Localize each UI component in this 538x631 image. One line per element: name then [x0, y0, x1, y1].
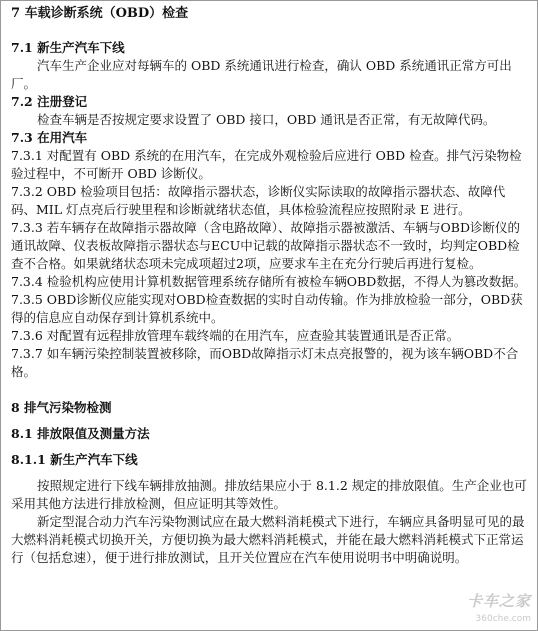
section-7-title: 7 车载诊断系统（OBD）检查 [11, 6, 189, 21]
spacer [11, 469, 527, 477]
section-8-1-1-title: 8.1.1 新生产汽车下线 [11, 452, 138, 467]
clause-7-3-2: 7.3.2 OBD 检验项目包括：故障指示器状态，诊断仪实际读取的故障指示器状态、故障代码、MIL 灯点亮后行驶里程和诊断就绪状态值，具体检验流程应按照附录 E 进行。 [11, 184, 506, 217]
section-8-1-1-para-2: 新定型混合动力汽车污染物测试应在最大燃料消耗模式下进行，车辆应具备明显可见的最大燃料消耗模式切换开关，方便切换为最大燃料消耗模式，并能在最大燃料消耗模式下正常运行（包括怠速），便于进行排放测试，且开关位置应在汽车使用说明书中明确说明。 [11, 514, 525, 565]
section-8-title: 8 排气污染物检测 [11, 400, 112, 415]
clause-7-3-4: 7.3.4 检验机构应使用计算机数据管理系统存储所有被检车辆OBD数据，不得人为篡改数据。 [11, 274, 527, 289]
watermark [467, 592, 531, 628]
section-7-3-title: 7.3 在用汽车 [11, 130, 88, 145]
section-7-1-title: 7.1 新生产汽车下线 [11, 40, 125, 55]
watermark-logo: 卡车之家 [466, 592, 531, 610]
clause-7-3-6: 7.3.6 对配置有远程排放管理车载终端的在用汽车，应查验其装置通讯是否正常。 [11, 328, 460, 343]
clause-7-3-7: 7.3.7 如车辆污染控制装置被移除，而OBD故障指示灯未点亮报警的，视为该车辆OBD不合格。 [11, 346, 519, 379]
clause-7-3-5: 7.3.5 OBD诊断仪应能实现对OBD检查数据的实时自动传输。作为排放检验一部分，OBD获得的信息应自动保存到计算机系统中。 [11, 292, 523, 325]
watermark-url: 360che.com [475, 614, 531, 624]
section-7-1-body: 汽车生产企业应对每辆车的 OBD 系统通讯进行检查，确认 OBD 系统通讯正常方可出厂。 [11, 58, 512, 91]
section-8-1-1-para-1: 按照规定进行下线车辆排放抽测。排放结果应小于 8.1.2 规定的排放限值。生产企业也可采用其他方法进行排放检测，但应证明其等效性。 [11, 478, 527, 511]
section-7-2-body: 检查车辆是否按规定要求设置了 OBD 接口，OBD 通讯是否正常，有无故障代码。 [37, 112, 496, 127]
spacer [11, 381, 527, 395]
spacer [11, 443, 527, 451]
spacer [11, 417, 527, 425]
section-8-1-title: 8.1 排放限值及测量方法 [11, 426, 150, 441]
clause-7-3-3: 7.3.3 若车辆存在故障指示器故障（含电路故障）、故障指示器被激活、车辆与OBD诊断仪的通讯故障、仪表板故障指示器状态与ECU中记载的故障指示器状态不一致时，均判定OBD检查不合格。如果就绪状态项未完成项超过2项，应要求车主在充分行驶后再进行复检。 [11, 220, 520, 271]
clause-7-3-1: 7.3.1 对配置有 OBD 系统的在用汽车，在完成外观检验后应进行 OBD 检查。排气污染物检验过程中，不可断开 OBD 诊断仪。 [11, 148, 522, 181]
section-7-2-title: 7.2 注册登记 [11, 94, 88, 109]
